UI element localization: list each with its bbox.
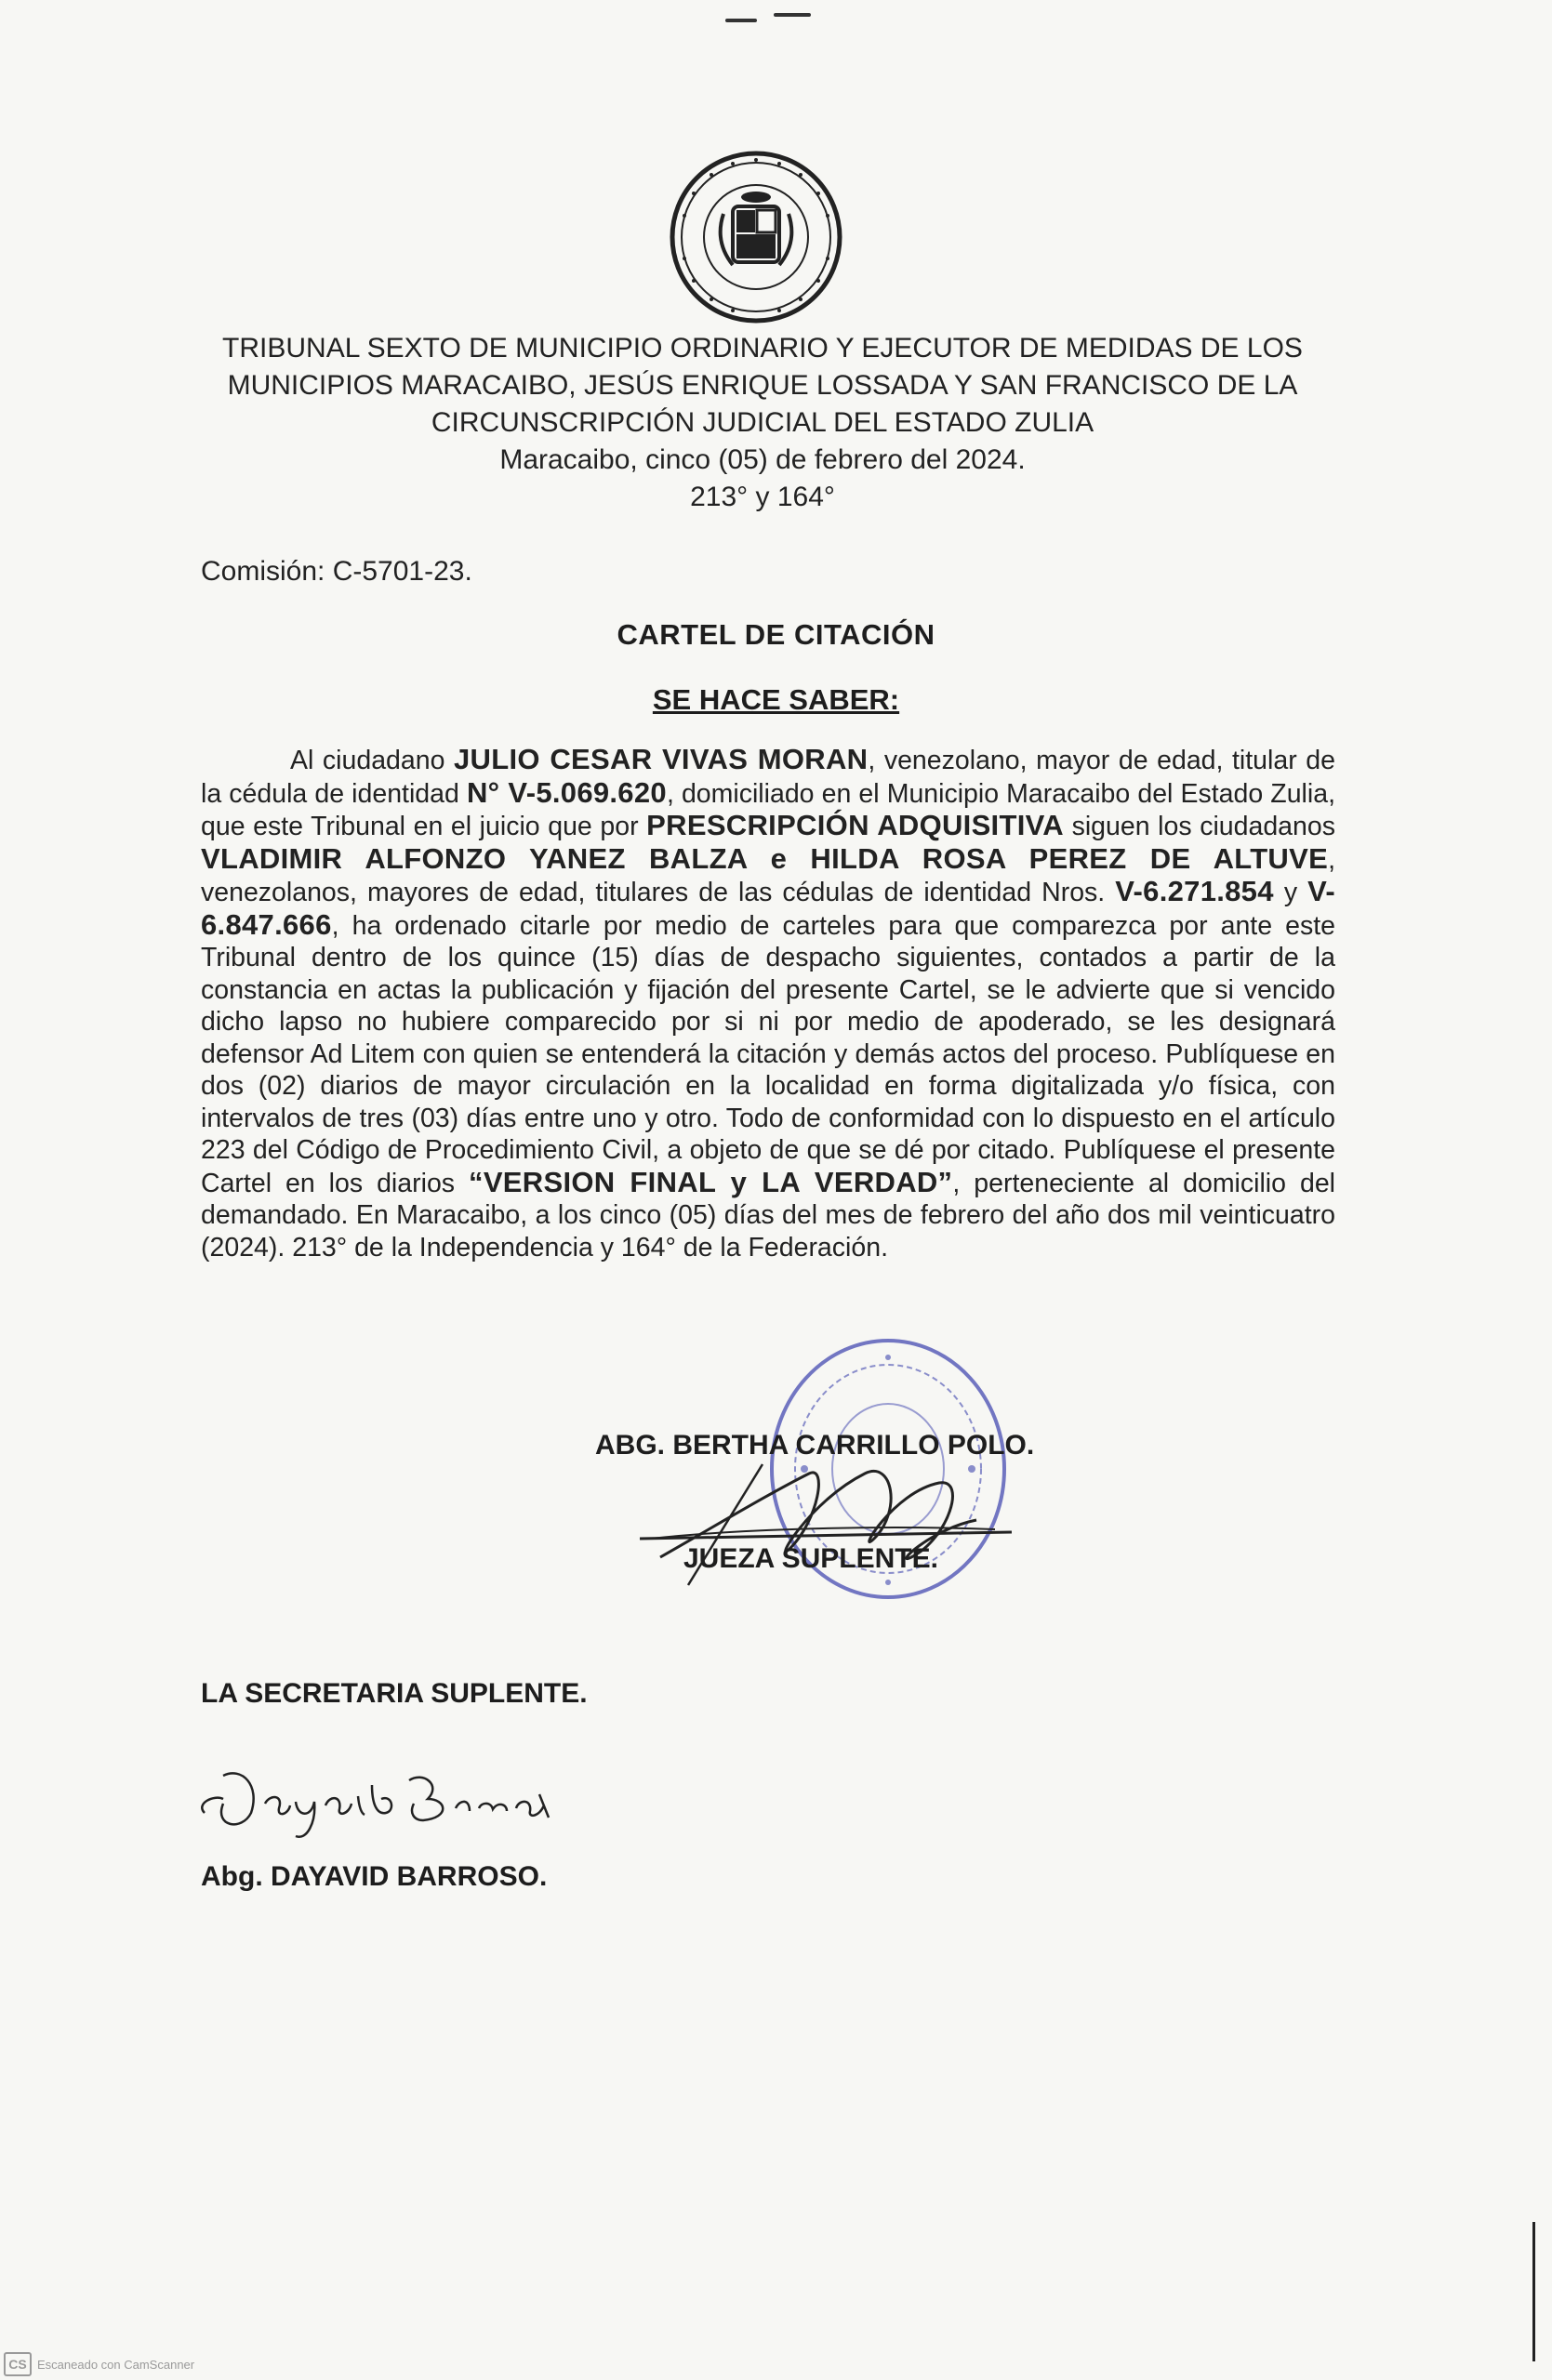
body-bold-3: PRESCRIPCIÓN ADQUISITIVA bbox=[646, 809, 1064, 841]
body-text-1: Al ciudadano bbox=[290, 746, 455, 775]
body-bold-4: VLADIMIR ALFONZO YANEZ BALZA e HILDA ROSA PEREZ DE ALTUVE bbox=[201, 841, 1329, 875]
body-text-4: siguen los ciudadanos bbox=[1063, 812, 1335, 841]
camscanner-icon: CS bbox=[4, 2352, 32, 2376]
header-line-1: TRIBUNAL SEXTO DE MUNICIPIO ORDINARIO Y EJECUTOR DE MEDIDAS DE LOS bbox=[222, 333, 1303, 364]
scan-edge-mark bbox=[1532, 2222, 1535, 2361]
secretary-role: LA SECRETARIA SUPLENTE. bbox=[201, 1678, 588, 1709]
body-text-7: , ha ordenado citarle por medio de carteles para que comparezca por ante este Tribunal dentro de los quince (15) días de despacho siguientes, contados a partir de la constancia en actas la publicación y fijación del presente Cartel, se le advierte que si vencido dicho lapso no hubiere comparecido por si ni por medio de apoderado, se les designará defensor Ad Litem con quien se entenderá la citación y demás actos del proceso. Publíquese en dos (02) diarios de mayor circulación en la localidad en forma digitalizada y/o física, con intervalos de tres (03) días entre uno y otro. Todo de conformidad con lo dispuesto en el artículo 223 del Código de Procedimiento Civil, a objeto de que se dé por citado. Publíquese el presente Cartel en los diarios bbox=[201, 910, 1335, 1198]
scanner-watermark-text: Escaneado con CamScanner bbox=[37, 2357, 195, 2372]
body-bold-1: JULIO CESAR VIVAS MORAN bbox=[454, 743, 869, 775]
body-text-6: y bbox=[1273, 878, 1308, 907]
body-text-2: , venezolano, mayor de edad, titular de la cédula de identidad bbox=[201, 746, 1335, 809]
commission-number: Comisión: C-5701-23. bbox=[201, 556, 472, 587]
body-bold-6: V-6.847.666 bbox=[201, 875, 1335, 941]
body-text-5: , venezolanos, mayores de edad, titulares de las cédulas de identidad Nros. bbox=[201, 844, 1335, 907]
header-years: 213° y 164° bbox=[690, 482, 835, 512]
header-line-2: MUNICIPIOS MARACAIBO, JESÚS ENRIQUE LOSSADA Y SAN FRANCISCO DE LA bbox=[227, 370, 1298, 401]
body-bold-5: V-6.271.854 bbox=[1115, 875, 1274, 907]
judge-name: ABG. BERTHA CARRILLO POLO. bbox=[595, 1430, 1035, 1461]
scanner-watermark bbox=[4, 2352, 194, 2376]
body-bold-7: “VERSION FINAL y LA VERDAD” bbox=[469, 1165, 953, 1198]
secretary-signature-icon bbox=[186, 1748, 558, 1850]
header-date: Maracaibo, cinco (05) de febrero del 2024. bbox=[499, 444, 1026, 475]
body-bold-2: N° V-5.069.620 bbox=[466, 775, 667, 809]
official-seal-icon bbox=[668, 149, 844, 325]
secretary-name: Abg. DAYAVID BARROSO. bbox=[201, 1861, 548, 1892]
body-text-8: , perteneciente al domicilio del demandado. En Maracaibo, a los cinco (05) días del mes de febrero del año dos mil veinticuatro (2024). 213° de la Independencia y 164° de la Federación. bbox=[201, 1168, 1335, 1263]
scan-mark bbox=[725, 9, 828, 28]
header-line-3: CIRCUNSCRIPCIÓN JUDICIAL DEL ESTADO ZULIA bbox=[431, 407, 1094, 438]
judge-signature-icon bbox=[595, 1436, 1041, 1604]
body-text-3: , domiciliado en el Municipio Maracaibo del Estado Zulia, que este Tribunal en el juicio que por bbox=[201, 778, 1335, 841]
document-subtitle: SE HACE SABER: bbox=[652, 683, 900, 716]
judge-role: JUEZA SUPLENTE. bbox=[683, 1543, 938, 1574]
court-header bbox=[186, 330, 1339, 516]
citation-body bbox=[201, 744, 1335, 1263]
document-title: CARTEL DE CITACIÓN bbox=[617, 618, 935, 651]
